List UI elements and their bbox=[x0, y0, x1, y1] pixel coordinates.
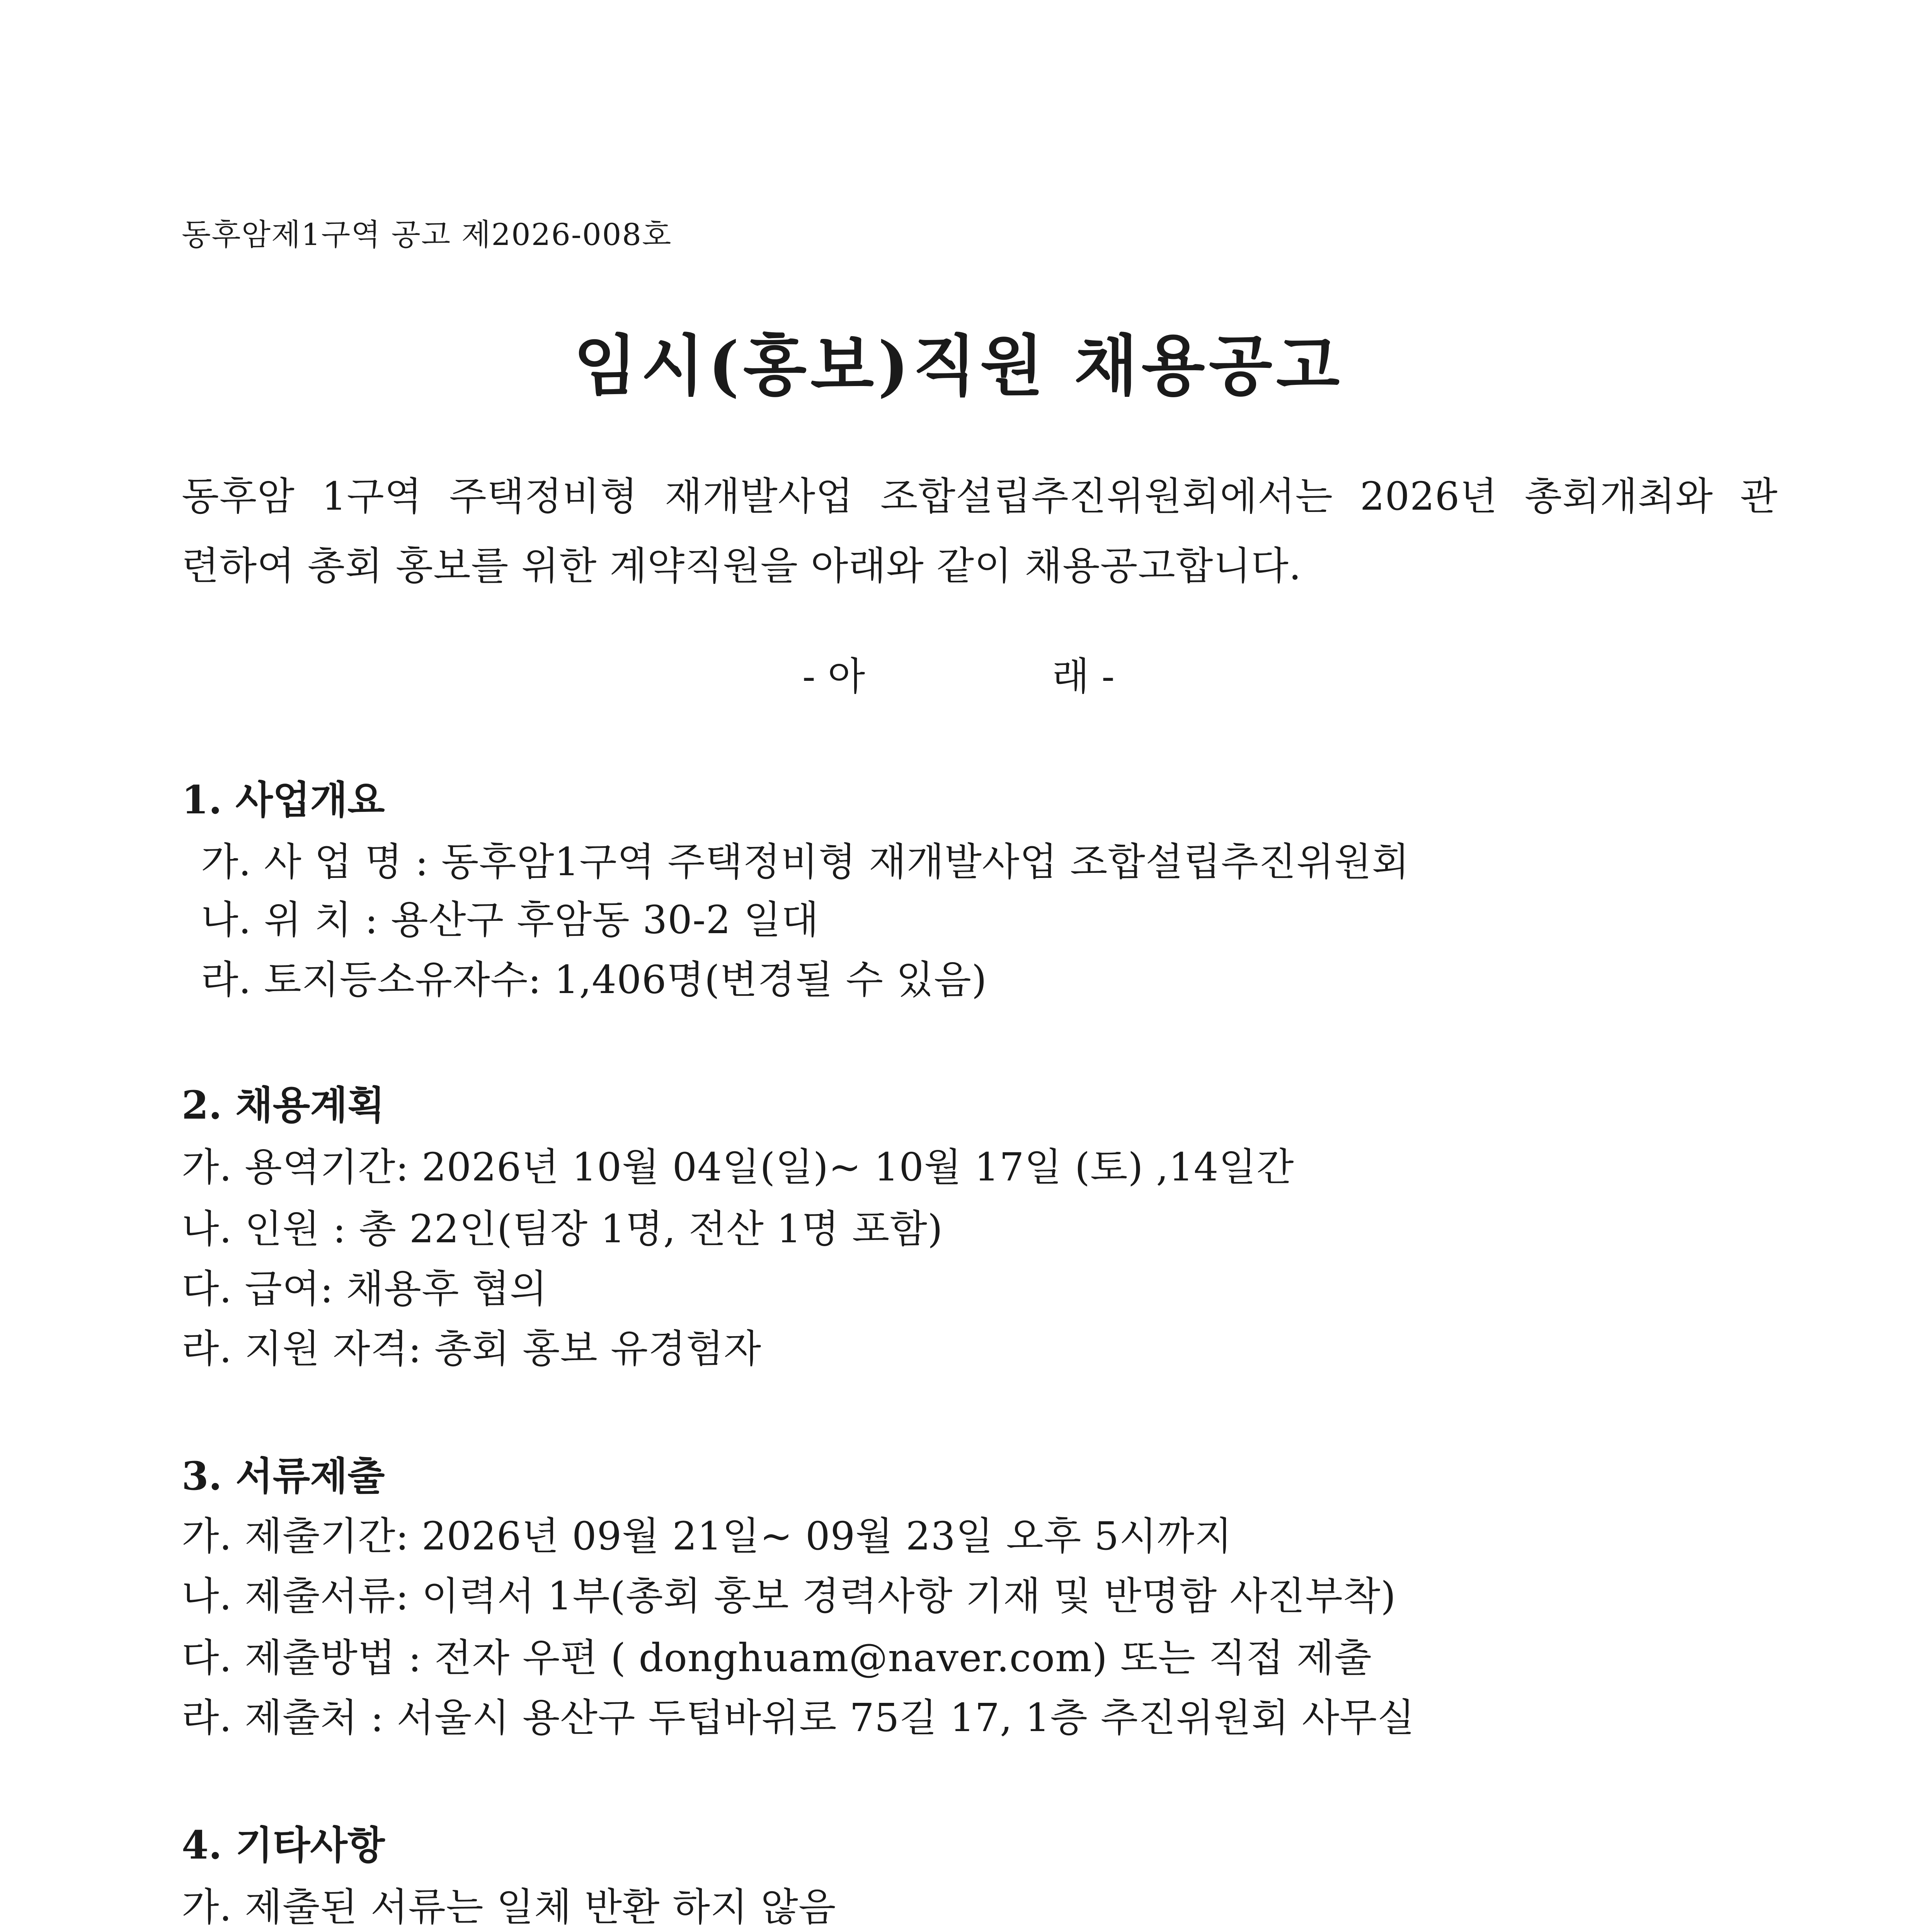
section-3-item-1: 가. 제출기간: 2026년 09월 21일~ 09월 23일 오후 5시까지 bbox=[182, 1514, 1233, 1559]
document-title: 임시(홍보)직원 채용공고 bbox=[573, 327, 1344, 405]
below-marker-left: - 아 bbox=[802, 654, 865, 699]
section-heading-3: 3. 서류제출 bbox=[182, 1453, 385, 1499]
section-2-item-2: 나. 인원 : 총 22인(팀장 1명, 전산 1명 포함) bbox=[182, 1206, 943, 1252]
section-1-item-3: 라. 토지등소유자수: 1,406명(변경될 수 있음) bbox=[201, 957, 987, 1002]
section-3-item-2: 나. 제출서류: 이력서 1부(총회 홍보 경력사항 기재 및 반명함 사진부착) bbox=[182, 1573, 1396, 1619]
section-heading-2: 2. 채용계획 bbox=[182, 1082, 385, 1128]
section-heading-1: 1. 사업개요 bbox=[182, 777, 385, 823]
section-heading-4: 4. 기타사항 bbox=[182, 1822, 385, 1868]
section-4-item-1: 가. 제출된 서류는 일체 반환 하지 않음 bbox=[182, 1884, 836, 1930]
section-1-item-1: 가. 사 업 명 : 동후암1구역 주택정비형 재개발사업 조합설립추진위원회 bbox=[201, 839, 1410, 884]
section-2-item-3: 다. 급여: 채용후 협의 bbox=[182, 1266, 548, 1311]
intro-paragraph bbox=[182, 462, 1778, 601]
below-marker bbox=[0, 645, 1917, 701]
intro-line-1: 동후암 1구역 주택정비형 재개발사업 조합설립추진위원회에서는 2026년 총회개최와 관 bbox=[182, 474, 1778, 519]
below-marker-right: 래 - bbox=[1052, 654, 1115, 699]
intro-line-2: 련하여 총회 홍보를 위한 계약직원을 아래와 같이 채용공고합니다. bbox=[182, 543, 1302, 588]
section-2-item-4: 라. 지원 자격: 총회 홍보 유경험자 bbox=[182, 1326, 762, 1371]
section-2-item-1: 가. 용역기간: 2026년 10월 04일(일)~ 10월 17일 (토) ,14일간 bbox=[182, 1145, 1294, 1190]
section-3-item-4: 라. 제출처 : 서울시 용산구 두텁바위로 75길 17, 1층 추진위원회 사무실 bbox=[182, 1695, 1415, 1740]
section-3-item-3: 다. 제출방법 : 전자 우편 ( donghuam@naver.com) 또는 직접 제출 bbox=[182, 1635, 1372, 1680]
notice-number: 동후암제1구역 공고 제2026-008호 bbox=[182, 218, 672, 252]
section-1-item-2: 나. 위 치 : 용산구 후암동 30-2 일대 bbox=[201, 897, 819, 942]
